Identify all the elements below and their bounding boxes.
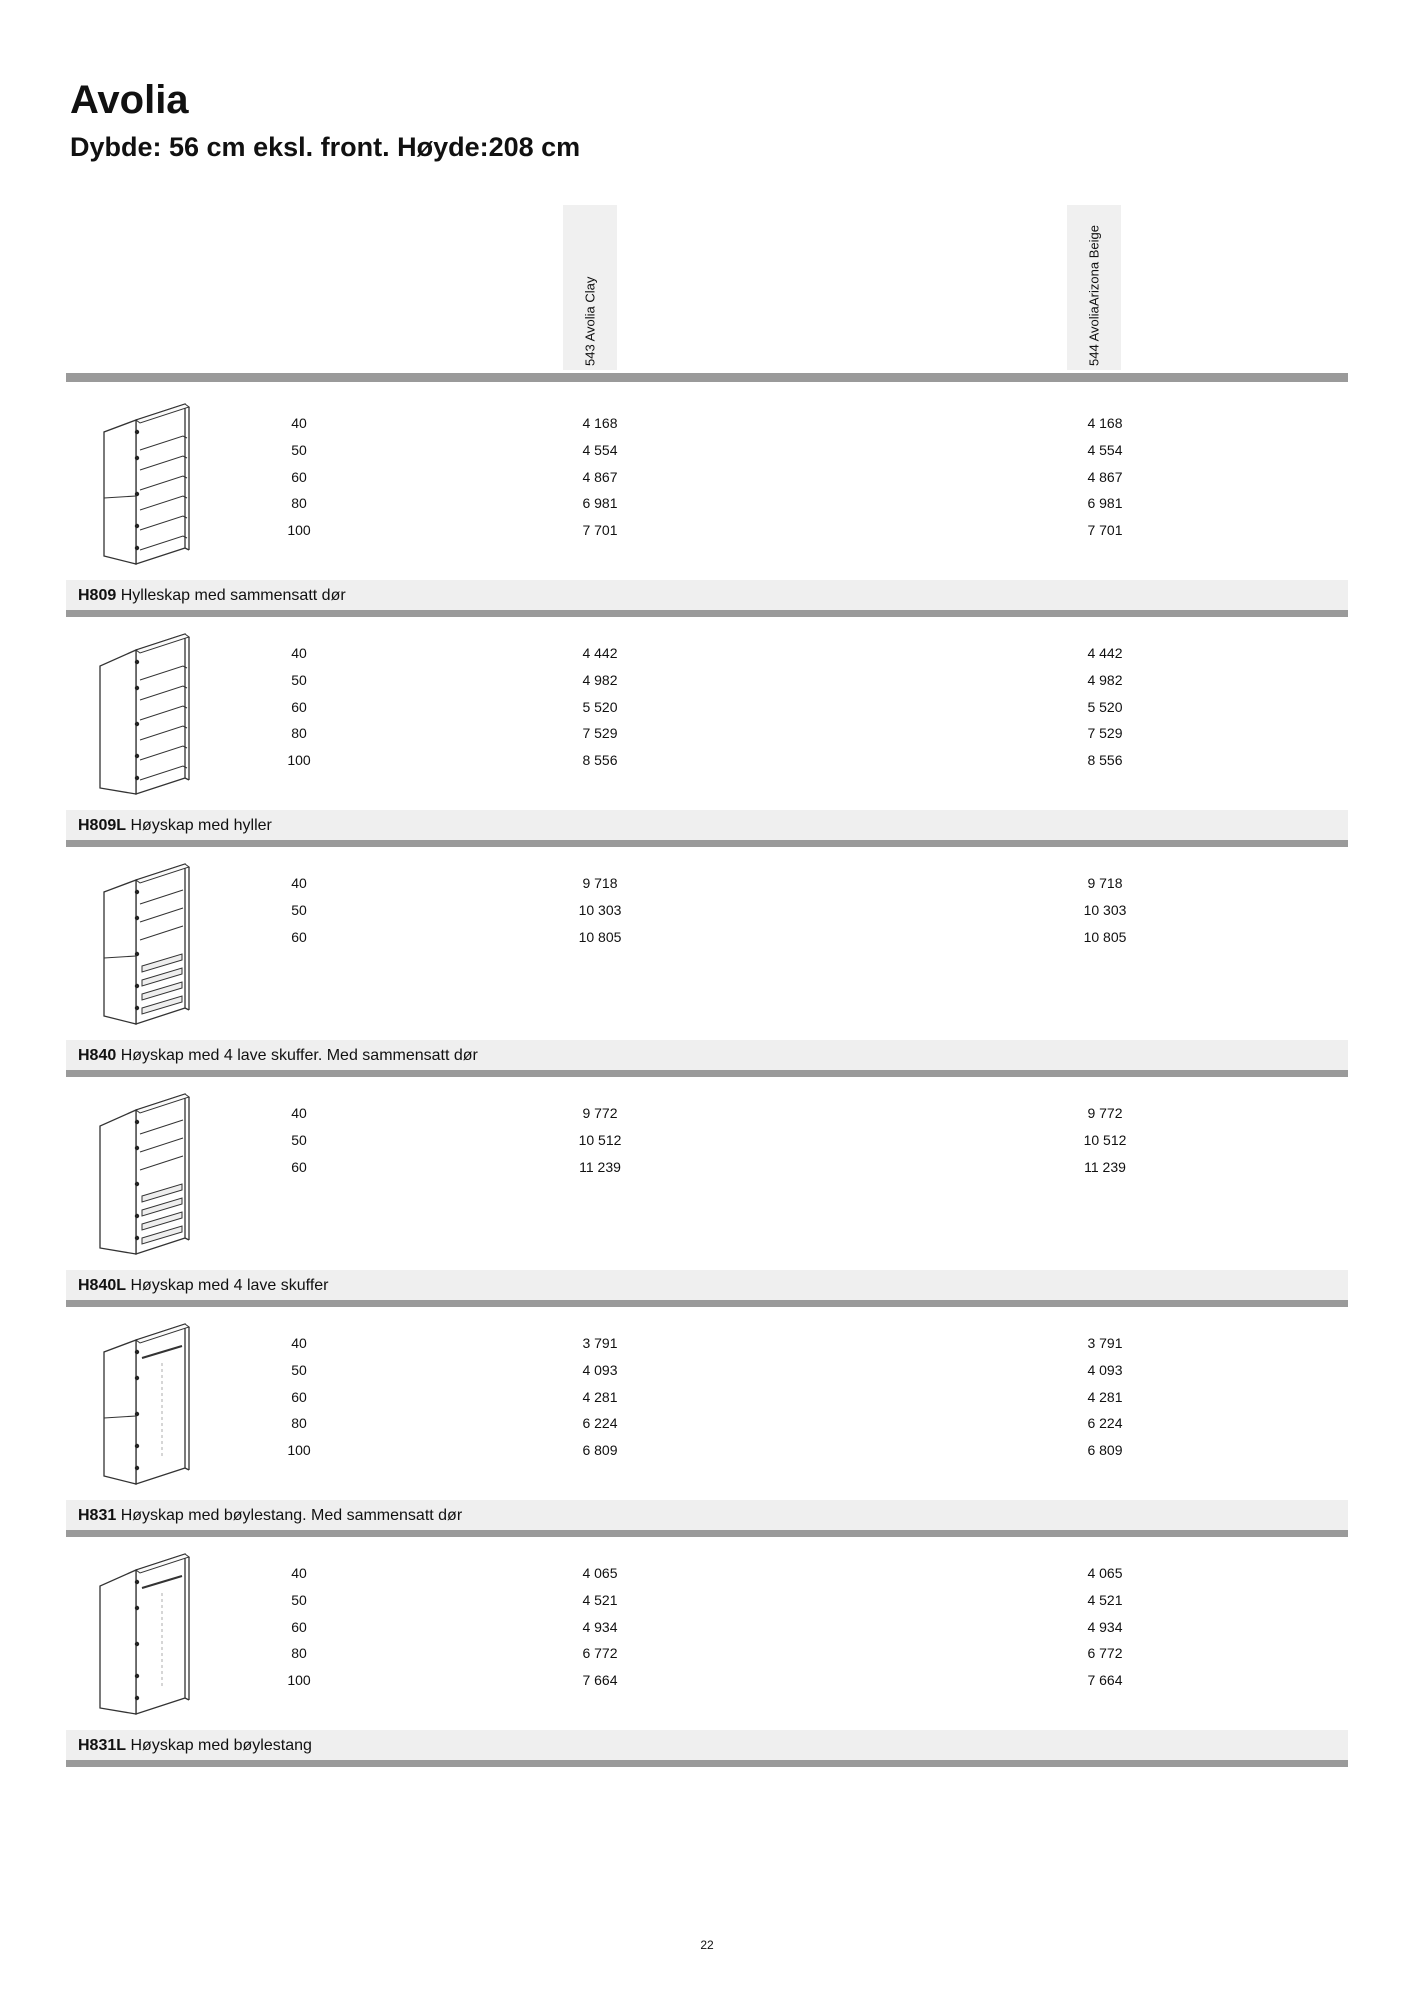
price-544-cell: 4 281	[1087, 1388, 1123, 1405]
table-row	[66, 875, 1348, 902]
price-543-cell: 6 224	[582, 1415, 618, 1432]
width-cell: 50	[291, 1131, 307, 1148]
price-543-cell: 9 772	[582, 1105, 618, 1121]
table-row	[66, 1335, 1348, 1362]
column-header-label: Arizona Beige	[1086, 225, 1102, 307]
product-label-band	[66, 810, 1348, 840]
width-cell: 40	[291, 1335, 307, 1351]
product-section-h809	[66, 390, 1348, 620]
price-543-cell: 4 168	[582, 415, 618, 431]
width-cell: 50	[291, 1361, 307, 1378]
table-row	[66, 1159, 1348, 1186]
price-544-cell: 4 867	[1087, 468, 1123, 485]
price-543-cell: 10 805	[578, 928, 622, 945]
table-row	[66, 469, 1348, 496]
price-544-cell: 6 772	[1087, 1645, 1123, 1662]
product-code: H840L	[78, 1277, 127, 1294]
column-header-544	[1067, 205, 1121, 370]
price-rows	[66, 1335, 1348, 1469]
price-543-cell: 4 982	[582, 671, 618, 688]
price-543-cell: 6 772	[582, 1645, 618, 1662]
section-divider	[66, 840, 1348, 847]
product-code: H831	[78, 1507, 117, 1524]
price-543-cell: 8 556	[582, 752, 618, 769]
product-label	[78, 1277, 329, 1295]
price-544-cell: 11 239	[1084, 1158, 1126, 1175]
section-divider	[66, 1300, 1348, 1307]
width-cell: 40	[291, 645, 307, 661]
table-row	[66, 902, 1348, 929]
price-543-cell: 4 065	[582, 1565, 618, 1581]
column-header-label: 543 Avolia Clay	[582, 276, 598, 366]
price-543-cell: 4 093	[582, 1361, 618, 1378]
product-label-band	[66, 1270, 1348, 1300]
price-543-cell: 7 664	[582, 1672, 618, 1689]
table-row	[66, 645, 1348, 672]
table-row	[66, 1132, 1348, 1159]
table-row	[66, 1672, 1348, 1699]
price-544-cell: 4 065	[1087, 1565, 1123, 1581]
product-name: Høyskap med hyller	[130, 817, 272, 834]
product-label-band	[66, 1500, 1348, 1530]
width-cell: 60	[291, 1618, 307, 1635]
table-row	[66, 1105, 1348, 1132]
price-544-cell: 4 093	[1087, 1361, 1123, 1378]
price-544-cell: 7 664	[1087, 1672, 1123, 1689]
width-cell: 60	[291, 928, 307, 945]
column-header-label: 544 Avolia	[1086, 306, 1102, 366]
product-label	[78, 587, 346, 605]
price-543-cell: 6 809	[582, 1442, 618, 1459]
table-row	[66, 1415, 1348, 1442]
table-row	[66, 672, 1348, 699]
page-number: 22	[700, 1938, 714, 1952]
product-code: H809L	[78, 817, 127, 834]
table-row	[66, 1565, 1348, 1592]
price-544-cell: 10 805	[1083, 928, 1127, 945]
price-543-cell: 10 512	[578, 1131, 622, 1148]
width-cell: 50	[291, 1591, 307, 1608]
table-row	[66, 1389, 1348, 1416]
width-cell: 80	[291, 1645, 307, 1662]
table-row	[66, 495, 1348, 522]
width-cell: 40	[291, 415, 307, 431]
table-row	[66, 1645, 1348, 1672]
product-code: H831L	[78, 1737, 127, 1754]
price-543-cell: 11 239	[579, 1158, 621, 1175]
price-544-cell: 6 224	[1087, 1415, 1123, 1432]
price-544-cell: 9 718	[1087, 875, 1123, 891]
price-543-cell: 4 934	[582, 1618, 618, 1635]
width-cell: 100	[287, 1672, 311, 1689]
table-row	[66, 699, 1348, 726]
width-cell: 80	[291, 1415, 307, 1432]
price-543-cell: 4 281	[582, 1388, 618, 1405]
price-rows	[66, 1565, 1348, 1699]
width-cell: 100	[287, 1442, 311, 1459]
product-section-h840l	[66, 1080, 1348, 1310]
product-name: Hylleskap med sammensatt dør	[120, 587, 346, 604]
section-divider	[66, 1070, 1348, 1077]
table-row	[66, 752, 1348, 779]
price-543-cell: 9 718	[582, 875, 618, 891]
product-name: Høyskap med 4 lave skuffer	[130, 1277, 329, 1294]
price-rows	[66, 875, 1348, 955]
width-cell: 60	[291, 698, 307, 715]
table-row	[66, 442, 1348, 469]
price-544-cell: 4 442	[1087, 645, 1123, 661]
width-cell: 60	[291, 1388, 307, 1405]
price-543-cell: 4 521	[582, 1591, 618, 1608]
product-section-h840	[66, 850, 1348, 1080]
price-543-cell: 4 867	[582, 468, 618, 485]
price-544-cell: 10 512	[1083, 1131, 1127, 1148]
price-544-cell: 7 701	[1087, 522, 1123, 539]
price-544-cell: 4 168	[1087, 415, 1123, 431]
price-544-cell: 9 772	[1087, 1105, 1123, 1121]
product-section-h831l	[66, 1540, 1348, 1770]
product-label-band	[66, 1040, 1348, 1070]
product-label	[78, 817, 272, 835]
product-label	[78, 1507, 462, 1525]
width-cell: 60	[291, 1158, 307, 1175]
width-cell: 50	[291, 441, 307, 458]
price-rows	[66, 1105, 1348, 1185]
price-543-cell: 10 303	[578, 901, 622, 918]
width-cell: 60	[291, 468, 307, 485]
table-row	[66, 415, 1348, 442]
price-543-cell: 5 520	[582, 698, 618, 715]
price-543-cell: 7 701	[582, 522, 618, 539]
section-divider	[66, 610, 1348, 617]
price-544-cell: 6 809	[1087, 1442, 1123, 1459]
price-rows	[66, 645, 1348, 779]
price-544-cell: 4 554	[1087, 441, 1123, 458]
price-544-cell: 10 303	[1083, 901, 1127, 918]
product-name: Høyskap med bøylestang	[130, 1737, 312, 1754]
width-cell: 50	[291, 901, 307, 918]
width-cell: 40	[291, 1105, 307, 1121]
width-cell: 80	[291, 725, 307, 742]
table-row	[66, 1442, 1348, 1469]
width-cell: 50	[291, 671, 307, 688]
width-cell: 80	[291, 495, 307, 512]
price-544-cell: 7 529	[1087, 725, 1123, 742]
product-label	[78, 1047, 478, 1065]
column-header-543	[563, 205, 617, 370]
product-section-h831	[66, 1310, 1348, 1540]
price-543-cell: 7 529	[582, 725, 618, 742]
table-row	[66, 1362, 1348, 1389]
price-543-cell: 4 554	[582, 441, 618, 458]
product-code: H840	[78, 1047, 117, 1064]
product-code: H809	[78, 587, 117, 604]
price-rows	[66, 415, 1348, 549]
width-cell: 100	[287, 522, 311, 539]
table-row	[66, 1592, 1348, 1619]
page-subtitle: Dybde: 56 cm eksl. front. Høyde:208 cm	[70, 132, 581, 162]
table-row	[66, 929, 1348, 956]
price-544-cell: 5 520	[1087, 698, 1123, 715]
price-543-cell: 3 791	[582, 1335, 618, 1351]
price-544-cell: 6 981	[1087, 495, 1123, 512]
header-divider	[66, 373, 1348, 382]
width-cell: 40	[291, 1565, 307, 1581]
table-row	[66, 522, 1348, 549]
width-cell: 40	[291, 875, 307, 891]
table-row	[66, 725, 1348, 752]
section-divider	[66, 1530, 1348, 1537]
product-label	[78, 1737, 312, 1755]
price-544-cell: 4 982	[1087, 671, 1123, 688]
product-name: Høyskap med bøylestang. Med sammensatt dør	[120, 1507, 463, 1524]
price-543-cell: 4 442	[582, 645, 618, 661]
product-section-h809l	[66, 620, 1348, 850]
width-cell: 100	[287, 752, 311, 769]
price-544-cell: 4 521	[1087, 1591, 1123, 1608]
product-label-band	[66, 580, 1348, 610]
page-title: Avolia	[70, 78, 189, 122]
section-divider	[66, 1760, 1348, 1767]
price-544-cell: 4 934	[1087, 1618, 1123, 1635]
price-543-cell: 6 981	[582, 495, 618, 512]
product-label-band	[66, 1730, 1348, 1760]
product-name: Høyskap med 4 lave skuffer. Med sammensatt dør	[120, 1047, 478, 1064]
table-row	[66, 1619, 1348, 1646]
price-544-cell: 8 556	[1087, 752, 1123, 769]
price-544-cell: 3 791	[1087, 1335, 1123, 1351]
